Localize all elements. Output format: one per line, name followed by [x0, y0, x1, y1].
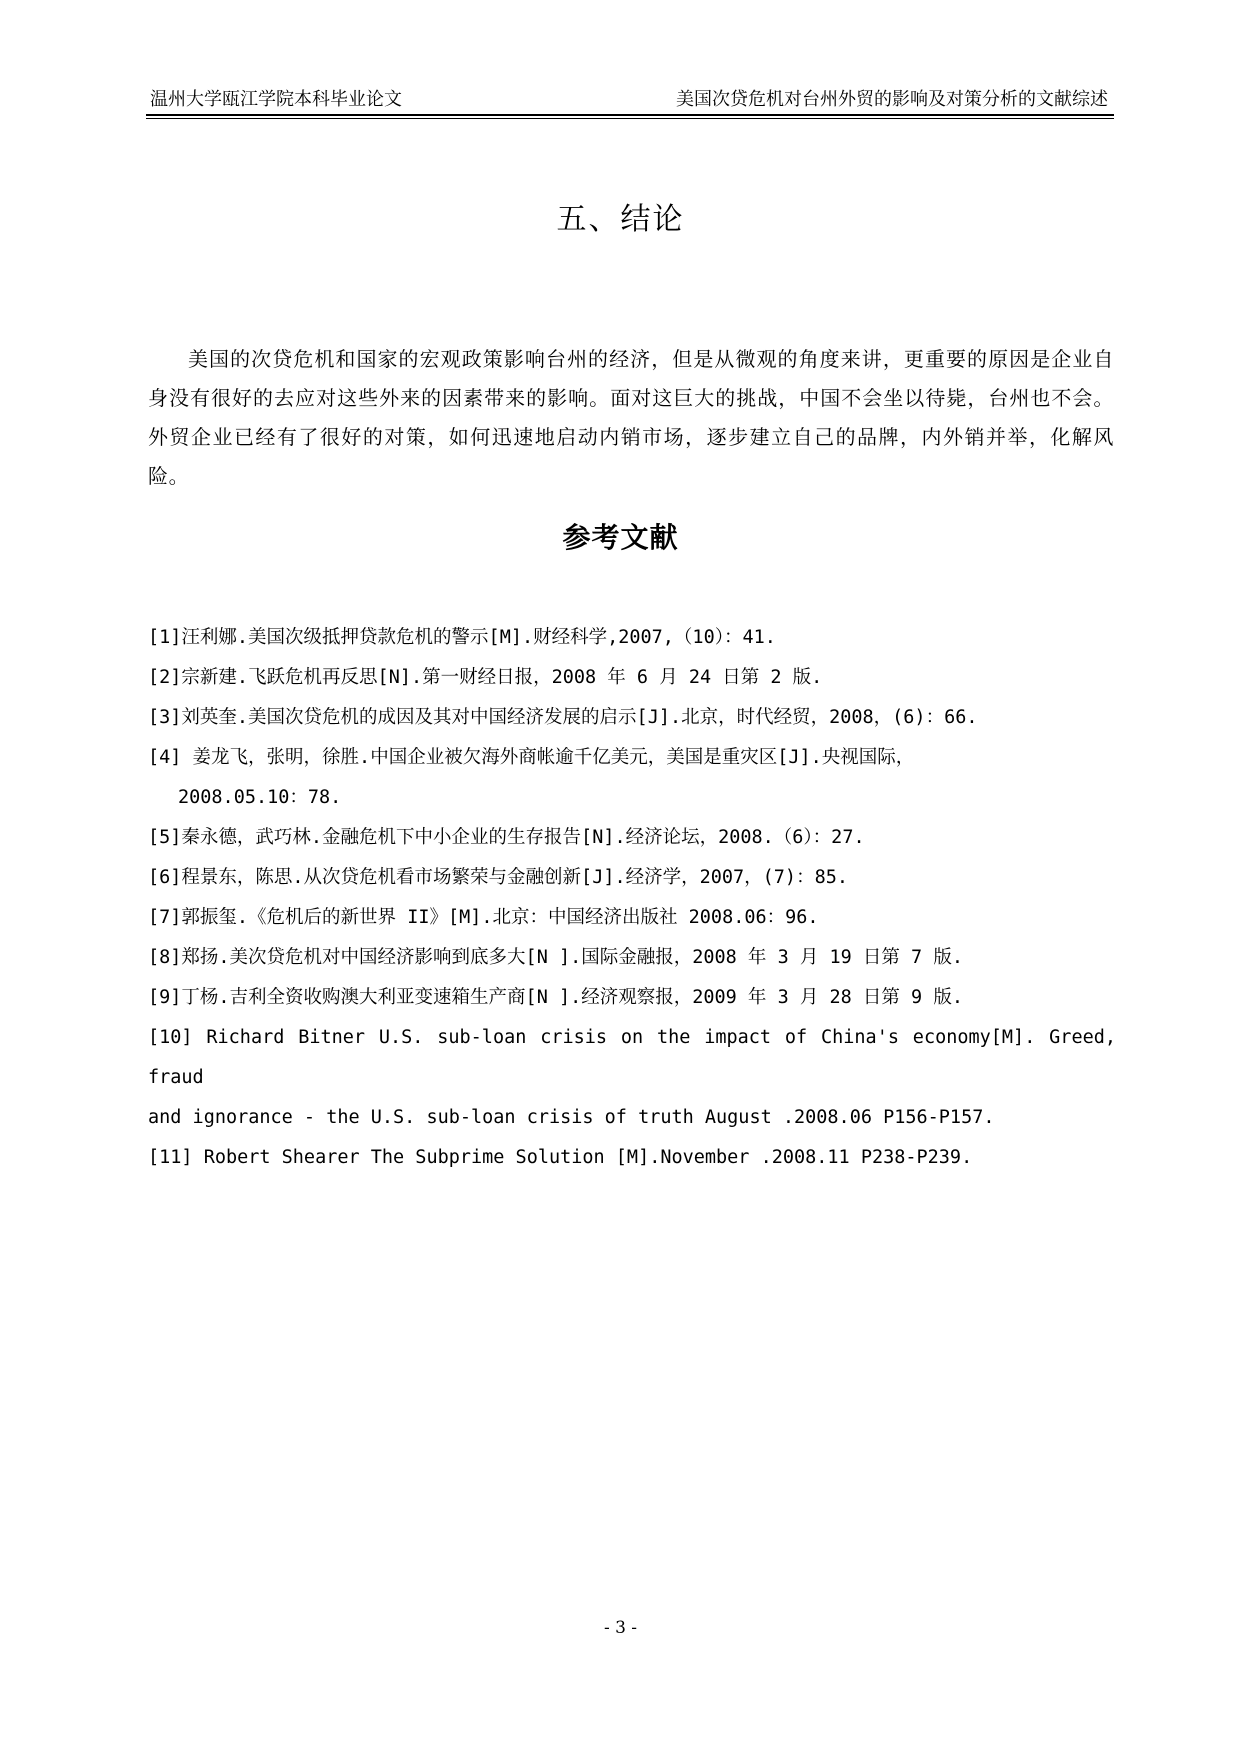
header-rule — [146, 114, 1114, 116]
reference-item: [6]程景东，陈思.从次贷危机看市场繁荣与金融创新[J].经济学，2007，(7)：85. — [148, 867, 848, 888]
reference-item: [10] Richard Bitner U.S. sub-loan crisis on the impact of China's economy[M]. Greed, fraud — [148, 1027, 1116, 1088]
reference-item: [5]秦永德，武巧林.金融危机下中小企业的生存报告[N].经济论坛，2008.（6）：27. — [148, 827, 865, 848]
reference-item: [9]丁杨.吉利全资收购澳大利亚变速箱生产商[N ].经济观察报，2009 年 3 月 28 日第 9 版. — [148, 987, 963, 1008]
references-title: 参考文献 — [562, 521, 679, 554]
page-number: - 3 - — [603, 1618, 638, 1638]
reference-item: [2]宗新建.飞跃危机再反思[N].第一财经日报，2008 年 6 月 24 日第 2 版. — [148, 667, 823, 688]
reference-item: [8]郑扬.美次贷危机对中国经济影响到底多大[N ].国际金融报，2008 年 3 月 19 日第 7 版. — [148, 947, 963, 968]
page-header — [146, 86, 1114, 114]
reference-item: [7]郭振玺.《危机后的新世界 II》[M].北京：中国经济出版社 2008.06：96. — [148, 907, 819, 928]
header-paper-title: 美国次贷危机对台州外贸的影响及对策分析的文献综述 — [676, 89, 1108, 110]
header-rule-thin — [146, 118, 1114, 119]
header-school-title: 温州大学瓯江学院本科毕业论文 — [150, 89, 402, 110]
reference-item-continuation: and ignorance - the U.S. sub-loan crisis of truth August .2008.06 P156-P157. — [148, 1107, 995, 1128]
section-title: 五、结论 — [556, 202, 685, 237]
conclusion-paragraph: 美国的次贷危机和国家的宏观政策影响台州的经济，但是从微观的角度来讲，更重要的原因是企业自身没有很好的去应对这些外来的因素带来的影响。面对这巨大的挑战，中国不会坐以待毙，台州也不会。外贸企业已经有了很好的对策，如何迅速地启动内销市场，逐步建立自己的品牌，内外销并举，化解风险。 — [148, 347, 1114, 488]
reference-list — [148, 618, 1116, 1178]
reference-item: [1]汪利娜.美国次级抵押贷款危机的警示[M].财经科学,2007,（10）：41. — [148, 627, 776, 648]
reference-item: [4] 姜龙飞，张明，徐胜.中国企业被欠海外商帐逾千亿美元，美国是重灾区[J].央视国际， — [148, 747, 915, 768]
reference-item: [3]刘英奎.美国次贷危机的成因及其对中国经济发展的启示[J].北京，时代经贸，2008，(6)：66. — [148, 707, 978, 728]
reference-item-continuation: 2008.05.10：78. — [178, 787, 342, 808]
reference-item: [11] Robert Shearer The Subprime Solution [M].November .2008.11 P238-P239. — [148, 1147, 973, 1168]
